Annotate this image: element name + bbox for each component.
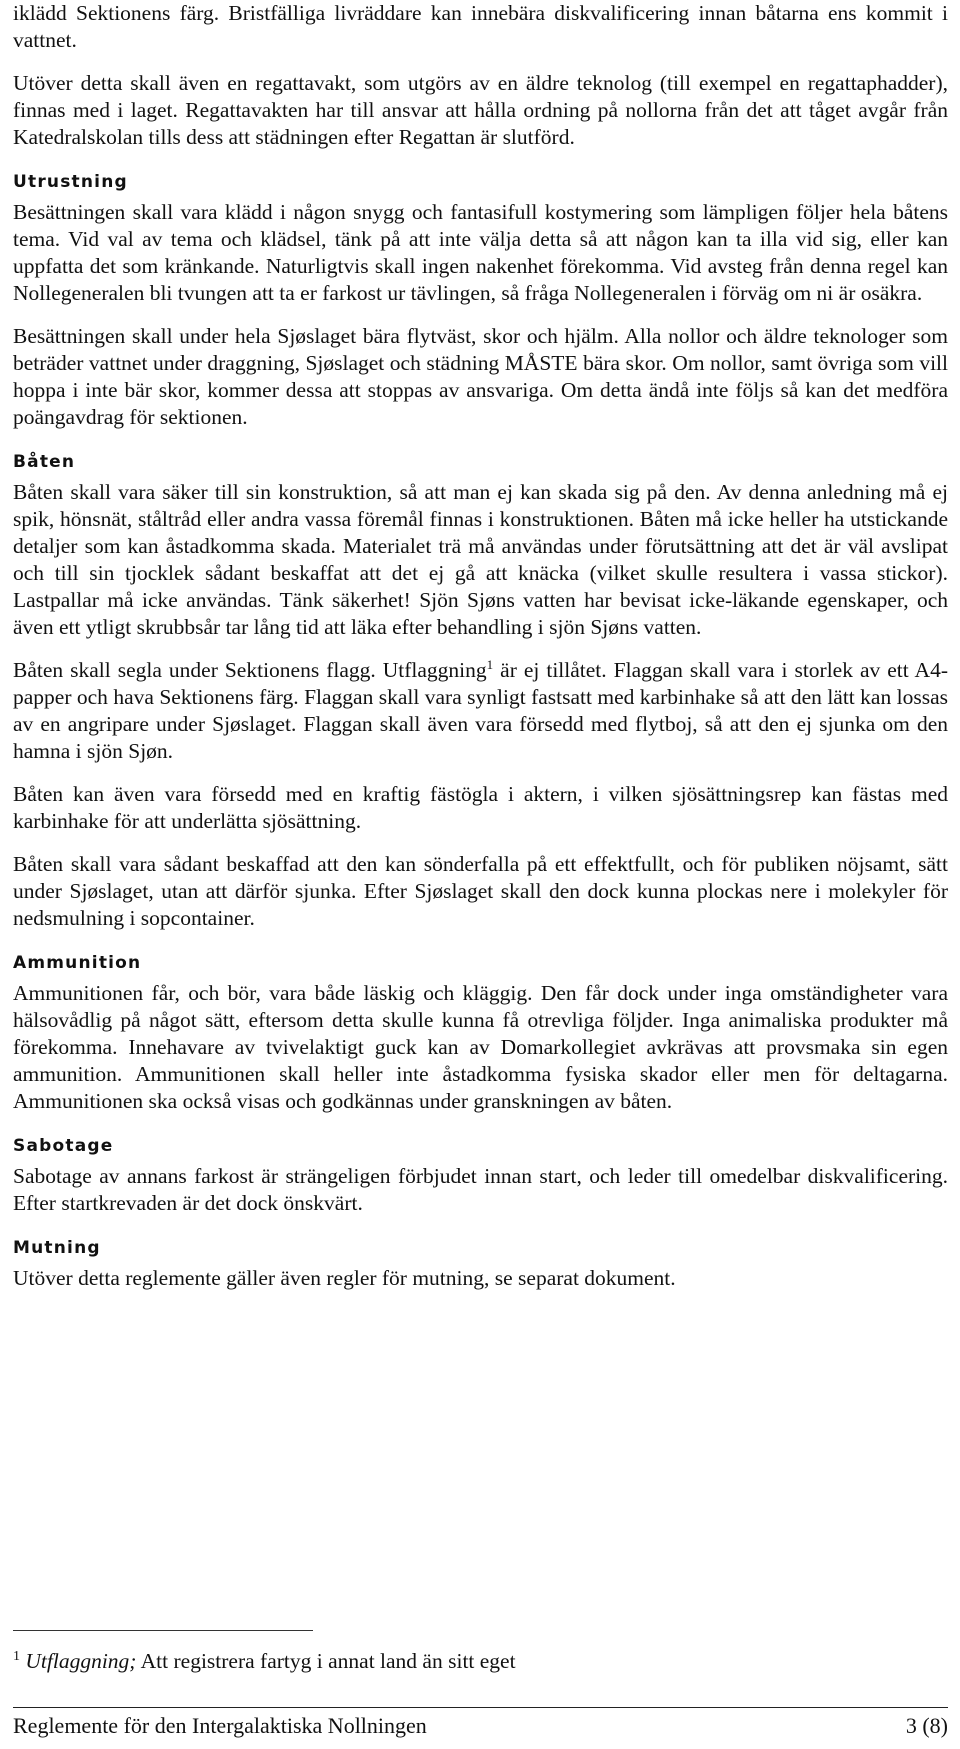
paragraph-utrustning-1: Besättningen skall vara klädd i någon snygg och fantasifull kostymering som lämpligen följer hela båtens tema. Vid val av tema och klädsel, tänk på att inte välja detta så att någon kan ta illa vid sig, eller kan uppfatta det som kränkande. Naturligtvis skall ingen nakenhet förekomma. Vid avsteg från denna regel kan Nollegeneralen bli tvungen att ta er farkost ur tävlingen, så fråga Nollegeneralen i förväg om ni är osäkra. [13,200,948,305]
page-footer [13,1712,948,1740]
heading-baten: Båten [13,452,76,472]
paragraph-utrustning-2: Besättningen skall under hela Sjøslaget bära flytväst, skor och hjälm. Alla nollor och äldre teknologer som beträder vattnet under draggning, Sjøslaget och städning MÅSTE bära skor. Om nollor, samt övriga som vill hoppa i inte bär skor, kommer dessa att stoppas av ansvariga. Om detta ändå inte följs så kan det medföra poängavdrag för sektionen. [13,324,948,429]
paragraph-baten-2 [13,657,948,765]
paragraph-baten-2-start: Båten skall segla under Sektionens flagg. Utflaggning [13,658,487,682]
heading-utrustning: Utrustning [13,172,128,192]
paragraph-intro-2: Utöver detta skall även en regattavakt, som utgörs av en äldre teknolog (till exempel en regattaphadder), finnas med i laget. Regattavakten har till ansvar att hålla ordning på nollorna från det att tåget avgår från Katedralskolan tills dess att städningen efter Regattan är slutförd. [13,71,948,149]
document-body [13,0,948,1292]
footnote-divider [13,1630,313,1631]
heading-ammunition: Ammunition [13,953,142,973]
paragraph-mutning: Utöver detta reglemente gäller även regler för mutning, se separat dokument. [13,1266,676,1290]
page-number: 3 (8) [905,1713,948,1738]
footnote-ref: 1 [486,656,494,672]
footer-divider [13,1707,948,1708]
heading-sabotage: Sabotage [13,1136,114,1156]
footnote [13,1648,948,1675]
paragraph-baten-1: Båten skall vara säker till sin konstruktion, så att man ej kan skada sig på den. Av denna anledning må ej spik, hönsnät, ståltråd eller andra vassa föremål finnas i konstruktionen. Båten må icke heller ha utstickande detaljer som kan åstadkomma skada. Materialet trä må användas under förutsättning att det är väl avslipat och till sin tjocklek sådant beskaffat att det ej gå att knäcka (vilket skulle resultera i vassa stickor). Lastpallar må icke användas. Tänk säkerhet! Sjön Sjøns vatten har bevisat icke-läkande egenskaper, och även ett ytligt skrubbsår tar lång tid att läka efter behandling i sjön Sjøns vatten. [13,480,948,639]
heading-mutning: Mutning [13,1238,101,1258]
paragraph-baten-3: Båten kan även vara försedd med en kraftig fästögla i aktern, i vilken sjösättningsrep kan fästas med karbinhake för att underlätta sjösättning. [13,782,948,833]
footnote-text: Att registrera fartyg i annat land än sitt eget [136,1649,516,1673]
paragraph-sabotage: Sabotage av annans farkost är strängeligen förbjudet innan start, och leder till omedelbar diskvalificering. Efter startkrevaden är det dock önskvärt. [13,1164,948,1215]
paragraph-intro-1: iklädd Sektionens färg. Bristfälliga livräddare kan innebära diskvalificering innan båtarna ens kommit i vattnet. [13,1,948,52]
paragraph-baten-2-end: är ej tillåtet. Flaggan skall vara i storlek av ett A4-papper och hava Sektionens färg. Flaggan skall vara synligt fastsatt med karbinhake så att den lätt kan lossas av en angripare under Sjøslaget. Flaggan skall även vara försedd med flytboj, så att den ej sjunka om den hamna i sjön Sjøn. [13,658,948,763]
paragraph-baten-4: Båten skall vara sådant beskaffad att den kan sönderfalla på ett effektfullt, och för publiken nöjsamt, sätt under Sjøslaget, utan att därför sjunka. Efter Sjøslaget skall den dock kunna plockas nere i molekyler för nedsmulning i sopcontainer. [13,852,948,930]
paragraph-ammunition: Ammunitionen får, och bör, vara både läskig och kläggig. Den får dock under inga omständigheter vara hälsovådlig på något sätt, eftersom detta skulle kunna få otrevliga följder. Inga animaliska produkter må förekomma. Innehavare av tvivelaktigt guck kan av Domarkollegiet avkrävas att provsmaka sin egen ammunition. Ammunitionen skall heller inte åstadkomma fysiska skador eller men för deltagarna. Ammunitionen ska också visas och godkännas under granskningen av båten. [13,981,948,1113]
footnote-number: 1 [13,1648,20,1664]
footer-title: Reglemente för den Intergalaktiska Nollningen [13,1713,427,1738]
footnote-term: Utflaggning; [25,1649,137,1673]
